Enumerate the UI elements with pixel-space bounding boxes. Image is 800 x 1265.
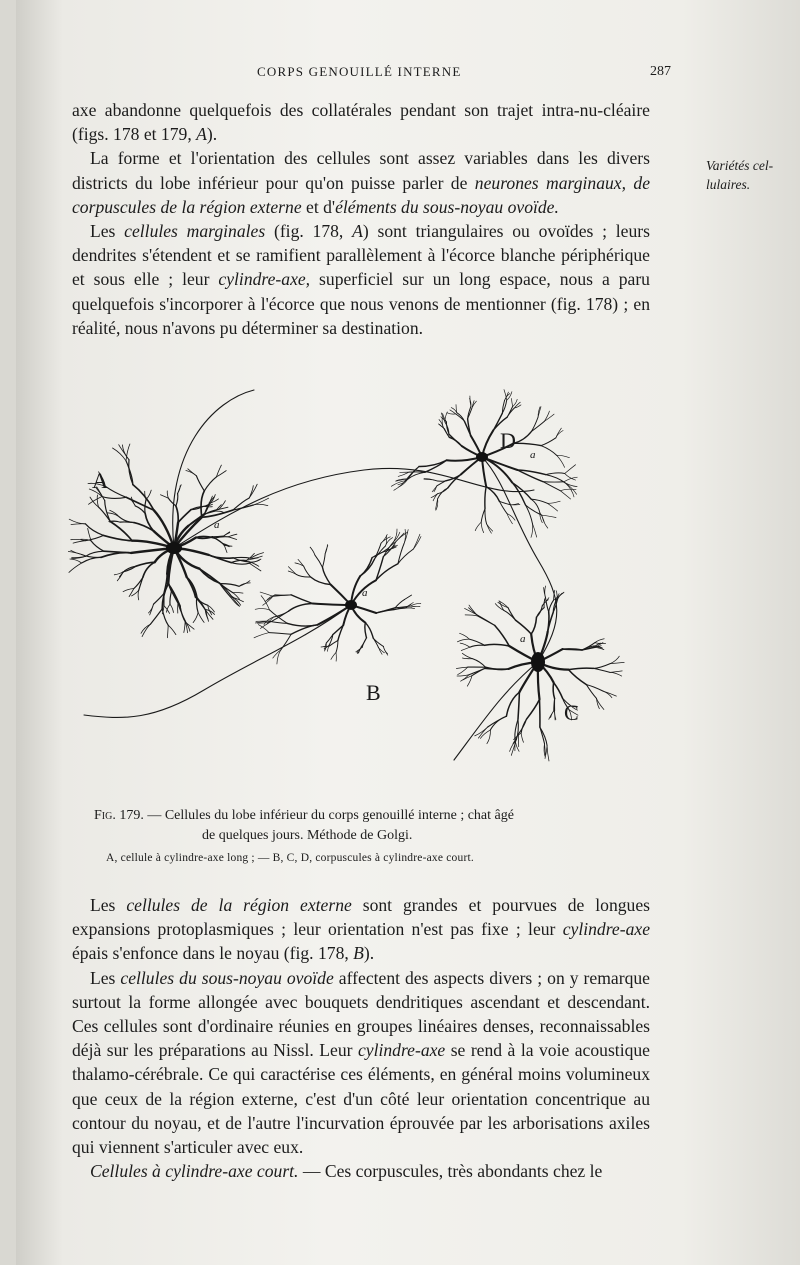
dendrite-branch — [101, 553, 131, 558]
dendrite-branch — [488, 716, 507, 727]
dendrite-branch — [331, 653, 336, 660]
running-title: CORPS GENOUILLÉ INTERNE — [257, 64, 462, 79]
dendrite-branch — [228, 537, 236, 540]
paragraph — [72, 966, 650, 1160]
dendrite-branch — [495, 604, 503, 611]
text-run: superficiel sur un long espace, nous a paru quelquefois s'incorporer à l'écorce que nous venons de mentionner (fig. 178) ; en réalité, nous n'avons pu déterminer sa destination. — [72, 269, 650, 338]
dendrite-branch — [506, 692, 519, 716]
dendrite-branch — [564, 482, 577, 487]
text-run: Les — [90, 895, 127, 915]
dendrite-branch — [555, 711, 556, 720]
dendrite-branch — [411, 606, 421, 607]
dendrite-branch — [85, 535, 103, 540]
dendrite-branch — [541, 446, 557, 456]
figure-caption — [94, 806, 654, 846]
dendrite-branch — [593, 668, 610, 672]
text-run: ). — [206, 124, 218, 145]
dendrite-branch — [554, 683, 563, 699]
dendrite-branch — [457, 675, 469, 676]
dendrite-branch — [273, 650, 281, 658]
dendrite-branch — [391, 481, 405, 487]
dendrite-branch — [434, 480, 446, 481]
dendrite-branch — [73, 541, 85, 543]
dendrite-branch — [365, 623, 367, 638]
dendrite-branch — [548, 501, 561, 503]
axon-label: a — [214, 519, 220, 531]
dendrite-branch — [514, 432, 532, 444]
dendrite-branch — [323, 554, 326, 568]
dendrite-branch — [113, 448, 127, 461]
dendrite-branch — [465, 615, 478, 616]
dendrite-branch — [168, 498, 176, 506]
dendrite-branch — [512, 482, 525, 505]
page-header — [0, 64, 800, 84]
margin-note — [706, 156, 798, 194]
dendrite-branch — [255, 609, 269, 610]
dendrite-branch — [405, 595, 412, 599]
dendrite-branch — [150, 609, 162, 624]
italic-run: Cellules à cylindre-axe court. — [90, 1161, 299, 1182]
dendrite-branch — [394, 608, 405, 610]
dendrite-branch — [408, 467, 419, 480]
dendrite-branch — [213, 536, 224, 537]
dendrite-branch — [527, 699, 540, 719]
dendrite-branch — [215, 511, 223, 512]
dendrite-branch — [561, 491, 571, 499]
dendrite-branch — [291, 595, 313, 604]
dendrite-branch — [193, 613, 198, 623]
dendrite-branch — [138, 590, 139, 600]
dendrite-branch — [398, 544, 404, 564]
italic-run: B — [353, 943, 364, 964]
dendrite-branch — [593, 664, 610, 669]
dendrite-branch — [541, 438, 556, 446]
axon-fiber — [84, 605, 351, 717]
axon-fiber — [174, 468, 534, 548]
dendrite-branch — [224, 546, 227, 553]
dendrite-branch — [531, 523, 533, 537]
figure-label-b: B — [366, 680, 381, 705]
italic-run: A — [196, 124, 207, 145]
dendrite-branch — [411, 604, 421, 606]
cell-body-c — [531, 652, 545, 672]
dendrite-branch — [170, 591, 172, 604]
dendrite-branch — [569, 670, 587, 685]
dendrite-branch — [461, 647, 470, 650]
dendrite-branch — [288, 571, 296, 574]
dendrite-branch — [569, 668, 594, 669]
dendrite-branch — [233, 557, 251, 558]
dendrite-branch — [170, 604, 174, 612]
dendrite-branch — [478, 615, 495, 625]
dendrite-branch — [184, 621, 185, 633]
dendrite-branch — [204, 477, 216, 491]
dendrite-branch — [249, 486, 253, 498]
dendrite-branch — [231, 563, 249, 565]
dendrite-branch — [289, 604, 313, 612]
dendrite-branch — [88, 528, 91, 541]
caption-text: — Cellules du lobe inférieur du corps genouillé interne ; chat âgé — [143, 808, 514, 823]
dendrite-branch — [485, 509, 487, 524]
dendrite-branch — [481, 522, 484, 532]
dendrite-branch — [98, 507, 110, 522]
dendrite-branch — [71, 524, 85, 525]
dendrite-branch — [168, 625, 176, 634]
italic-run: neurones marginaux, — [474, 172, 627, 193]
dendrite-branch — [178, 510, 191, 523]
dendrite-branch — [557, 455, 565, 467]
text-run: épais s'enfonce dans le noyau (fig. 178, — [72, 943, 354, 964]
dendrite-branch — [219, 583, 231, 596]
dendrite-branch — [315, 555, 323, 567]
margin-note-line: lulaires. — [706, 177, 751, 192]
italic-run: cellules de la région externe — [126, 895, 352, 915]
dendrite-branch — [531, 617, 536, 634]
paragraph — [72, 146, 650, 219]
axon-label: a — [362, 587, 368, 599]
dendrite-branch — [547, 746, 549, 761]
dendrite-branch — [542, 515, 556, 517]
text-run: Les — [90, 967, 121, 988]
dendrite-branch — [485, 644, 510, 646]
dendrite-branch — [323, 567, 331, 584]
dendrite-branch — [398, 472, 409, 476]
dendrite-branch — [544, 414, 554, 421]
text-run: (fig. 178, — [265, 221, 353, 242]
axon-label: a — [520, 633, 526, 645]
dendrite-branch — [595, 639, 604, 643]
dendrite-branch — [272, 611, 289, 621]
dendrite-branch — [265, 595, 275, 602]
dendrite-branch — [105, 486, 126, 497]
dendrite-branch — [231, 596, 240, 607]
dendrite-branch — [249, 559, 261, 563]
dendrite-branch — [465, 608, 478, 615]
dendrite-branch — [201, 491, 204, 517]
dendrite-branch — [196, 476, 204, 491]
dendrite-branch — [480, 730, 490, 739]
italic-run: cellules du sous-noyau ovoïde — [120, 967, 334, 988]
dendrite-branch — [475, 522, 481, 530]
dendrite-branch — [150, 604, 154, 615]
dendrite-branch — [362, 638, 366, 648]
paragraph — [72, 98, 650, 146]
dendrite-branch — [469, 639, 485, 645]
text-run: et d' — [301, 196, 336, 217]
dendrite-branch — [178, 485, 182, 494]
paragraph — [72, 1159, 650, 1183]
margin-note-line: Variétés cel- — [706, 158, 774, 173]
text-run: La forme et l'orientation des cellules sont assez variables dans les divers districts du lobe inférieur pour qu'on puisse parler de — [72, 148, 650, 193]
dendrite-branch — [176, 506, 178, 522]
dendrite-branch — [260, 592, 273, 596]
dendrite-branch — [610, 656, 619, 663]
dendrite-branch — [260, 621, 272, 628]
dendrite-branch — [521, 733, 523, 742]
dendrite-branch — [473, 659, 486, 668]
dendrite-branch — [495, 625, 510, 646]
axon-label: a — [530, 449, 536, 461]
cell-body-d — [476, 452, 488, 462]
dendrite-branch — [325, 546, 328, 554]
dendrite-branch — [167, 491, 168, 498]
italic-run: de corpuscules de la région externe — [72, 172, 651, 217]
dendrite-branch — [470, 645, 485, 647]
dendrite-branch — [460, 643, 470, 647]
dendrite-branch — [261, 596, 269, 610]
dendrite-branch — [512, 399, 513, 407]
dendrite-branch — [310, 547, 315, 555]
dendrite-branch — [269, 633, 291, 635]
dendrite-branch — [383, 542, 393, 557]
dendrite-branch — [472, 668, 485, 675]
text-run: affectent des aspects divers ; on y remarque surtout la forme allongée avec bouquets dendritiques ascendant et descendant. Ces cellules sont d'ordinaire réunies en groupes linéaires denses, reconnaissables déjà sur les préparations au Nissl. Leur — [72, 967, 650, 1061]
dendrite-branch — [91, 541, 104, 551]
figure-label-a: A — [92, 468, 108, 493]
golgi-drawing — [64, 360, 664, 790]
dendrite-branch — [135, 506, 145, 514]
dendrite-branch — [445, 412, 447, 422]
dendrite-branch — [86, 551, 104, 556]
dendrite-branch — [610, 672, 622, 676]
dendrite-branch — [548, 503, 558, 511]
dendrite-branch — [228, 534, 237, 537]
dendrite-branch — [161, 495, 169, 498]
italic-run: cylindre-axe — [562, 919, 650, 940]
dendrite-branch — [125, 566, 136, 571]
paragraph — [72, 219, 650, 340]
bottom-text-block — [72, 893, 650, 1183]
dendrite-branch — [514, 443, 541, 445]
dendrite-branch — [603, 691, 612, 698]
text-run: ). — [363, 943, 375, 964]
italic-run: cylindre-axe — [357, 1040, 446, 1061]
italic-run: cylindre-axe, — [218, 269, 311, 290]
cell-body-b — [345, 600, 357, 610]
dendrite-branch — [518, 692, 519, 719]
cell-body-a — [166, 542, 182, 554]
dendrite-branch — [565, 465, 576, 474]
text-run: sont grandes et pourvues de longues expansions protoplasmiques ; leur orientation n'est pas fixe ; leur — [72, 895, 650, 940]
dendrite-branch — [553, 683, 554, 699]
dendrite-branch — [531, 421, 544, 431]
dendrite-branch — [288, 567, 296, 575]
dendrite-branch — [198, 613, 204, 623]
figure-label-d: D — [500, 428, 516, 453]
text-run: se rend à la voie acoustique thalamo-cérébrale. Ce qui caractérise ces éléments, en général moins volumineux que ceux de la région externe, c'est d'un côté leur orientation concentrique au contour du noyau, et de l'autre l'incurvation éprouvée par les arborisations axiles qui viennent s'articuler avec eux. — [72, 1040, 650, 1158]
dendrite-branch — [110, 522, 120, 523]
dendrite-branch — [298, 559, 304, 566]
dendrite-branch — [431, 494, 438, 498]
dendrite-branch — [449, 437, 462, 446]
dendrite-branch — [462, 653, 472, 658]
text-run: axe abandonne quelquefois des collatérales pendant son trajet intra-nu-cléaire (figs. 178 et 179, — [72, 100, 650, 145]
dendrite-branch — [102, 497, 126, 499]
text-run: ) sont triangulaires ou ovoïdes ; leurs dendrites s'étendent et se ramifient parallèlement à l'écorce blanche périphérique et sous elle ; leur — [72, 221, 650, 290]
dendrite-branch — [167, 625, 168, 638]
dendrite-branch — [433, 494, 438, 501]
dendrite-branch — [460, 633, 470, 639]
italic-run: cellules marginales — [124, 221, 266, 242]
dendrite-branch — [120, 522, 134, 523]
dendrite-branch — [254, 633, 269, 638]
dendrite-branch — [516, 620, 532, 634]
dendrite-branch — [546, 473, 565, 475]
dendrite-branch — [532, 523, 536, 537]
text-run: — Ces corpuscules, très abondants chez le — [298, 1161, 603, 1182]
dendrite-branch — [277, 650, 281, 664]
dendrite-branch — [563, 649, 583, 650]
dendrite-branch — [176, 494, 178, 507]
italic-run: A — [352, 221, 363, 242]
dendrite-branch — [485, 487, 486, 509]
dendrite-branch — [481, 509, 485, 523]
dendrite-branch — [336, 640, 338, 652]
figure-legend: A, cellule à cylindre-axe long ; — B, C, D, corpuscules à cylindre-axe court. — [106, 852, 474, 864]
dendrite-branch — [233, 592, 243, 593]
dendrite-branch — [82, 557, 101, 563]
dendrite-branch — [69, 519, 85, 524]
text-run: Les — [90, 221, 125, 242]
figure-number: Fig. 179. — [94, 808, 144, 823]
dendrite-branch — [97, 495, 98, 507]
caption-line — [94, 806, 654, 826]
dendrite-branch — [457, 639, 469, 642]
dendrite-branch — [70, 559, 82, 563]
dendrite-branch — [304, 566, 311, 577]
dendrite-branch — [224, 533, 230, 537]
dendrite-branch — [180, 606, 185, 622]
dendrite-branch — [69, 563, 82, 572]
dendrite-branch — [543, 482, 561, 491]
dendrite-branch — [287, 623, 317, 626]
dendrite-branch — [413, 534, 420, 549]
caption-line: de quelques jours. Méthode de Golgi. — [202, 828, 413, 843]
dendrite-branch — [549, 711, 554, 720]
figure-label-c: C — [564, 700, 579, 725]
neuron-figure — [64, 360, 664, 790]
page-number: 287 — [650, 64, 671, 79]
italic-run: éléments du sous-noyau ovoïde. — [335, 196, 559, 217]
top-text-block — [72, 98, 650, 340]
dendrite-branch — [540, 727, 547, 745]
dendrite-branch — [373, 638, 383, 646]
paragraph — [72, 893, 650, 966]
